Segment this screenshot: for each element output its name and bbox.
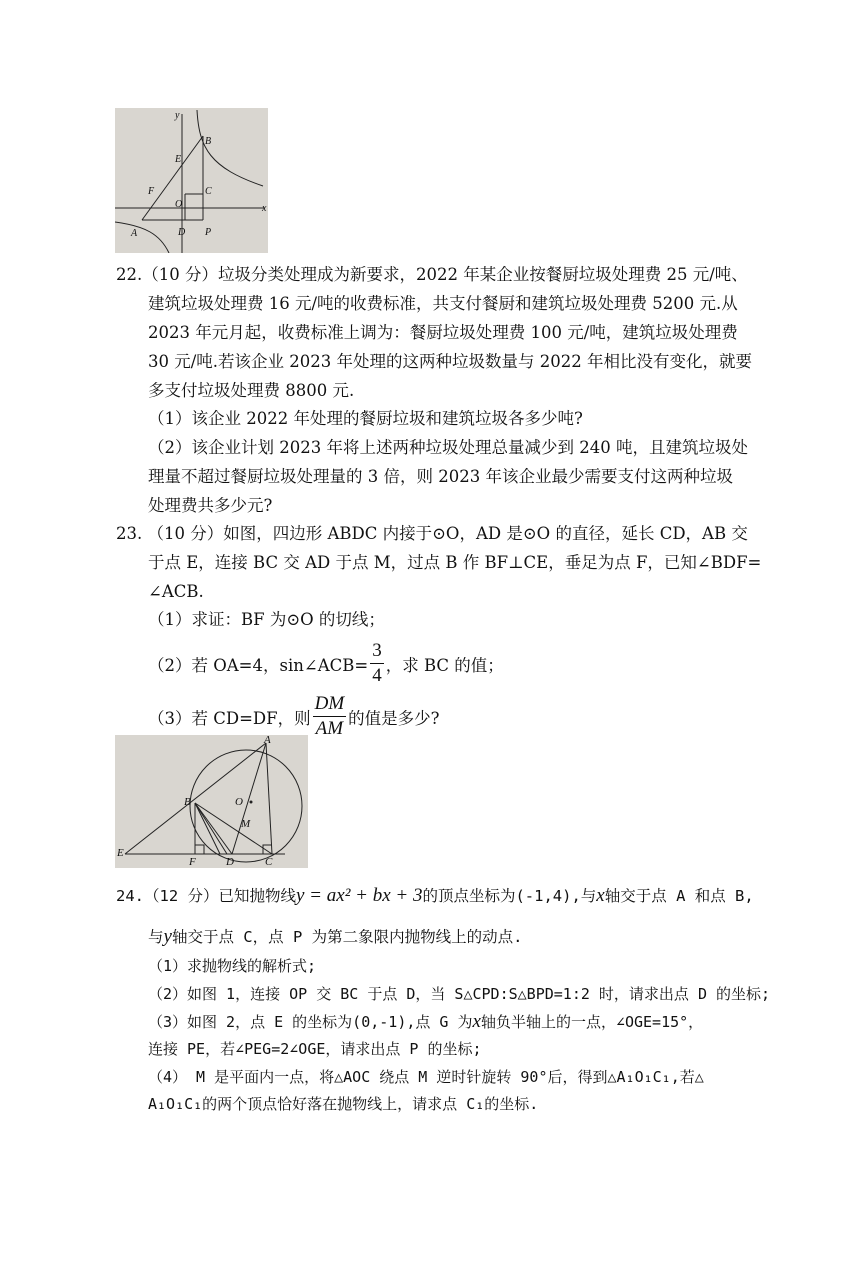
label-b: B [205, 136, 212, 147]
q24-line-2-a: 与 [148, 928, 164, 946]
q23-part-2-suffix: ，求 BC 的值； [385, 656, 504, 675]
label-o: O [235, 796, 243, 808]
label-f: F [148, 186, 155, 197]
label-e: E [175, 154, 182, 165]
y-var: y [163, 926, 172, 947]
q24-part-1: （1）求抛物线的解析式; [148, 957, 317, 975]
hyperbola-branch-upper [197, 110, 263, 186]
label-c: C [205, 186, 212, 197]
label-a: A [264, 735, 271, 746]
label-a: A [131, 228, 138, 239]
q22-part-2-line-1: （2）该企业计划 2023 年将上述两种垃圾处理总量减少到 240 吨，且建筑垃圾处 [148, 438, 748, 457]
label-e: E [117, 847, 124, 859]
label-d: D [178, 227, 186, 238]
label-c: C [265, 856, 273, 868]
fraction-denominator: 4 [372, 665, 382, 686]
q23-part-2-prefix: （2）若 OA=4，sin∠ACB= [148, 656, 369, 675]
figure-circle [115, 735, 308, 868]
q23-line-1: 23. （10 分）如图，四边形 ABDC 内接于⊙O，AD 是⊙O 的直径，延长 CD，AB 交 [116, 524, 748, 543]
x-var: x [596, 885, 605, 906]
fraction-3-4 [370, 639, 384, 688]
q22-part-1: （1）该企业 2022 年处理的餐厨垃圾和建筑垃圾各多少吨? [148, 409, 583, 428]
fraction-numerator: DM [313, 692, 347, 717]
figure-hyperbola [115, 108, 268, 253]
label-x: x [262, 203, 267, 214]
q23-line-2: 于点 E，连接 BC 交 AD 于点 M，过点 B 作 BF⊥CE，垂足为点 F，已知∠BDF= [148, 553, 762, 572]
q22-line-1: 22.（10 分）垃圾分类处理成为新要求，2022 年某企业按餐厨垃圾处理费 25 元/吨、 [116, 265, 748, 284]
q24-part-2: （2）如图 1，连接 OP 交 BC 于点 D，当 S△CPD:S△BPD=1:2 时，请求出点 D 的坐标; [148, 985, 771, 1003]
label-m: M [241, 818, 251, 830]
q24-line-1-b: 的顶点坐标为(-1,4),与 [422, 887, 597, 905]
label-f: F [189, 856, 196, 868]
q23-part-1: （1）求证：BF 为⊙O 的切线； [148, 610, 385, 629]
q23-line-3: ∠ACB. [148, 582, 204, 601]
label-y: y [175, 110, 180, 121]
line-ab [142, 136, 203, 220]
parabola-equation: y = ax² + bx + 3 [296, 885, 423, 906]
q24-part-4-line-2: A₁O₁C₁的两个顶点恰好落在抛物线上，请求点 C₁的坐标. [148, 1095, 539, 1113]
label-b: B [184, 796, 191, 808]
q24-part-3-a: （3）如图 2，点 E 的坐标为(0,-1),点 G 为 [148, 1013, 473, 1031]
q23-part-3-prefix: （3）若 CD=DF，则 [148, 709, 311, 728]
circle-diagram [115, 735, 308, 868]
line-bd [195, 803, 232, 854]
q24-line-1-a: 24.（12 分）已知抛物线 [116, 887, 296, 905]
q22-part-2-line-3: 处理费共多少元? [148, 496, 273, 515]
q22-line-3: 2023 年元月起，收费标准上调为：餐厨垃圾处理费 100 元/吨，建筑垃圾处理费 [148, 323, 738, 342]
q24-part-4-line-1: （4） M 是平面内一点，将△AOC 绕点 M 逆时针旋转 90°后，得到△A₁O₁C₁,若△ [148, 1068, 704, 1086]
label-p: P [205, 227, 212, 238]
fraction-dm-am [313, 692, 347, 741]
q24-line-2 [148, 926, 522, 948]
q24-line-1 [116, 885, 754, 907]
label-o: O [175, 199, 183, 210]
line-ac [266, 743, 272, 854]
q24-part-3-b: 轴负半轴上的一点，∠OGE=15°， [480, 1013, 704, 1031]
fraction-denominator: AM [315, 718, 344, 739]
q22-line-5: 多支付垃圾处理费 8800 元. [148, 381, 355, 400]
q24-part-3-line-2: 连接 PE，若∠PEG=2∠OGE，请求出点 P 的坐标; [148, 1040, 482, 1058]
hyperbola-diagram [115, 108, 268, 253]
q22-line-2: 建筑垃圾处理费 16 元/吨的收费标准，共支付餐厨和建筑垃圾处理费 5200 元.从 [148, 294, 738, 313]
right-angle-f [195, 845, 204, 854]
q24-part-3-line-1 [148, 1011, 703, 1033]
x-var: x [472, 1011, 481, 1032]
fraction-numerator: 3 [370, 639, 384, 664]
q22-line-4: 30 元/吨.若该企业 2023 年处理的这两种垃圾数量与 2022 年相比没有变化，就要 [148, 352, 753, 371]
q23-part-2 [148, 642, 504, 691]
circle-o [190, 750, 302, 862]
hyperbola-branch-lower [115, 222, 169, 253]
q24-line-1-c: 轴交于点 A 和点 B, [604, 887, 754, 905]
q23-part-3-suffix: 的值是多少? [348, 709, 440, 728]
label-d: D [226, 856, 234, 868]
q24-line-2-b: 轴交于点 C，点 P 为第二象限内抛物线上的动点. [171, 928, 523, 946]
q22-part-2-line-2: 理量不超过餐厨垃圾处理量的 3 倍，则 2023 年该企业最少需要支付这两种垃圾 [148, 467, 733, 486]
